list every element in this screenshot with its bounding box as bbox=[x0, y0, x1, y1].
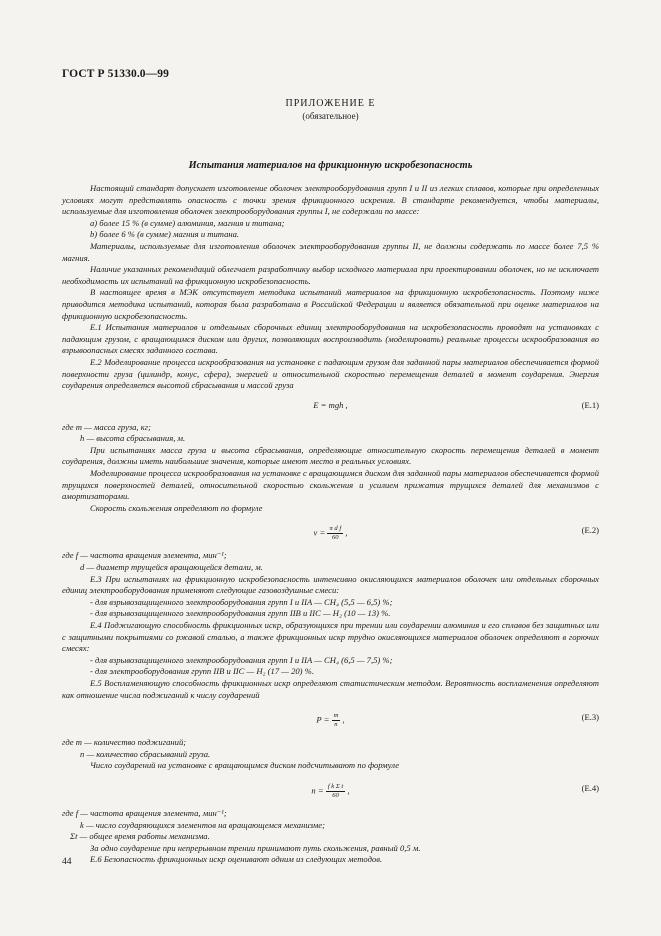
formula-e2 bbox=[62, 517, 599, 547]
list-item: - для взрывозащищенного электрооборудования групп I и IIA — CH₄ (6,5 — 7,5) %; bbox=[90, 654, 393, 665]
paragraph: Настоящий стандарт допускает изготовление оболочек электрооборудования групп I и II из легких сплавов, которые при определенных условиях могут представлять опасность с точки зрения фрикционного искрения. В стандарте рекомендуется, чтобы материалы, используемые для изготовления оболочек электрооборудования группы I, не содержали по массе: bbox=[62, 183, 599, 217]
formula-number: (Е.4) bbox=[581, 782, 599, 793]
formula-number: (Е.1) bbox=[581, 399, 599, 410]
paragraph: Число соударений на установке с вращающимся диском подсчитывают по формуле bbox=[90, 760, 400, 771]
fraction-denominator: n bbox=[334, 721, 338, 729]
paragraph: Моделирование процесса искрообразования на установке с вращающимся диском для заданной пары материалов обеспечивается формой трущихся поверхностей деталей, относительной скоростью скольжения и усилием прижатия трущихся деталей для механизмов с амортизаторами. bbox=[62, 468, 599, 502]
fraction-numerator: m bbox=[333, 712, 339, 720]
formula-expression: E = mgh , bbox=[313, 399, 348, 410]
paragraph: При испытаниях масса груза и высота сбрасывания, определяющие относительную скорость перемещения деталей в момент соударения, должны иметь наибольшие значения, которые имеют место в реальных условиях. bbox=[62, 444, 599, 467]
fraction-numerator: π d f bbox=[329, 525, 342, 533]
formula-number: (Е.2) bbox=[581, 525, 599, 536]
paragraph: Е.1 Испытания материалов и отдельных сборочных единиц электрооборудования на искробезопасность проводят на установках с падающим грузом, с вращающимся диском или других, позволяющих воспроизводить (моделировать) реальные процессы искрообразования во взрывоопасных смесях заданного состава. bbox=[62, 322, 599, 356]
list-item: - для взрывозащищенного электрооборудования групп I и IIA — CH₄ (5,5 — 6,5) %; bbox=[90, 596, 393, 607]
fraction bbox=[327, 525, 343, 542]
document-body bbox=[62, 183, 599, 866]
formula-e4 bbox=[62, 775, 599, 805]
paragraph: Е.3 При испытаниях на фрикционную искробезопасность интенсивно окисляющихся материалов оболочек или отдельных сборочных единиц электрооборудования применяют следующие газовоздушные смеси: bbox=[62, 573, 599, 596]
formula-lhs: n = bbox=[311, 785, 324, 796]
paragraph: Е.6 Безопасность фрикционных искр оценивают одним из следующих методов. bbox=[90, 854, 383, 865]
fraction-numerator: f k Σ t bbox=[327, 782, 344, 790]
paragraph: Скорость скольжения определяют по формуле bbox=[90, 502, 263, 513]
legend-item: k — число соударяющихся элементов на вращающемся механизме; bbox=[80, 819, 325, 830]
paragraph: За одно соударение при непрерывном трении принимают путь скольжения, равный 0,5 м. bbox=[90, 842, 421, 853]
paragraph: В настоящее время в МЭК отсутствует методика испытаний материалов на фрикционную искробезопасность. Поэтому ниже приводится методика испытаний, которая была разработана в Российской Федерации и является обязательной при оценке материалов на фрикционную искробезопасность. bbox=[62, 287, 599, 321]
standard-header: ГОСТ Р 51330.0—99 bbox=[62, 68, 169, 80]
legend-item: n — количество сбрасываний груза. bbox=[80, 748, 211, 759]
fraction bbox=[326, 783, 345, 800]
list-item: b) более 6 % (в сумме) магния и титана. bbox=[90, 229, 240, 240]
legend-item: d — диаметр трущейся вращающейся детали, м. bbox=[80, 562, 263, 573]
legend-item: где m — масса груза, кг; bbox=[62, 421, 151, 432]
legend-item: Σt — общее время работы механизма. bbox=[70, 831, 210, 842]
paragraph: Наличие указанных рекомендаций облегчает разработчику выбор исходного материала при проектировании оболочек, но не исключает необходимость их испытаний на фрикционную искробезопасность. bbox=[62, 264, 599, 286]
formula-lhs: v = bbox=[313, 527, 326, 538]
fraction-denominator: 60 bbox=[332, 791, 339, 799]
legend-item: где f — частота вращения элемента, мин⁻¹; bbox=[62, 550, 227, 561]
legend-item: где f — частота вращения элемента, мин⁻¹; bbox=[62, 807, 227, 818]
formula-number: (Е.3) bbox=[581, 712, 599, 723]
section-title: Испытания материалов на фрикционную искробезопасность bbox=[188, 160, 473, 171]
appendix-note: (обязательное) bbox=[302, 111, 359, 121]
fraction bbox=[332, 712, 341, 729]
paragraph: Е.2 Моделирование процесса искрообразования на установке с падающим грузом для заданной пары материалов обеспечивается формой поверхности груза (цилиндр, конус, сфера), энергией и относительной скоростью перемещения деталей в момент соударения. Энергия соударения определяется высотой сбрасывания и массой груза bbox=[62, 356, 599, 391]
formula-e3 bbox=[62, 704, 599, 734]
formula-tail: , bbox=[342, 714, 345, 725]
formula-lhs: P = bbox=[316, 714, 330, 725]
fraction-denominator: 60 bbox=[332, 534, 339, 542]
list-item: - для электрооборудования групп IIB и IIC — H₂ (17 — 20) %. bbox=[90, 666, 314, 677]
legend-item: где m — количество поджиганий; bbox=[62, 737, 187, 748]
formula-tail: , bbox=[347, 785, 350, 796]
list-item: a) более 15 % (в сумме) алюминия, магния и титана; bbox=[90, 217, 285, 228]
formula-e1 bbox=[62, 395, 599, 419]
paragraph: Е.4 Поджигающую способность фрикционных искр, образующихся при трении или соударении алюминия и его сплавов без защитных или с защитными покрытиями со ржавой сталью, а также фрикционных искр трудно окисляющихся материалов оболочек определяют в горючих смесях: bbox=[62, 620, 599, 654]
appendix-title: ПРИЛОЖЕНИЕ Е bbox=[285, 98, 376, 109]
formula-tail: , bbox=[345, 527, 348, 538]
list-item: - для взрывозащищенного электрооборудования групп IIB и IIC — H₂ (10 — 13) %. bbox=[90, 608, 391, 619]
paragraph: Е.5 Воспламеняющую способность фрикционных искр определяют статистическим методом. Вероятность воспламенения определяют как отношение числа поджиганий к числу соударений bbox=[62, 677, 599, 700]
paragraph: Материалы, используемые для изготовления оболочек электрооборудования группы II, не должны содержать по массе более 7,5 % магния. bbox=[62, 240, 599, 263]
legend-item: h — высота сбрасывания, м. bbox=[80, 433, 186, 444]
page-number: 44 bbox=[62, 857, 72, 867]
